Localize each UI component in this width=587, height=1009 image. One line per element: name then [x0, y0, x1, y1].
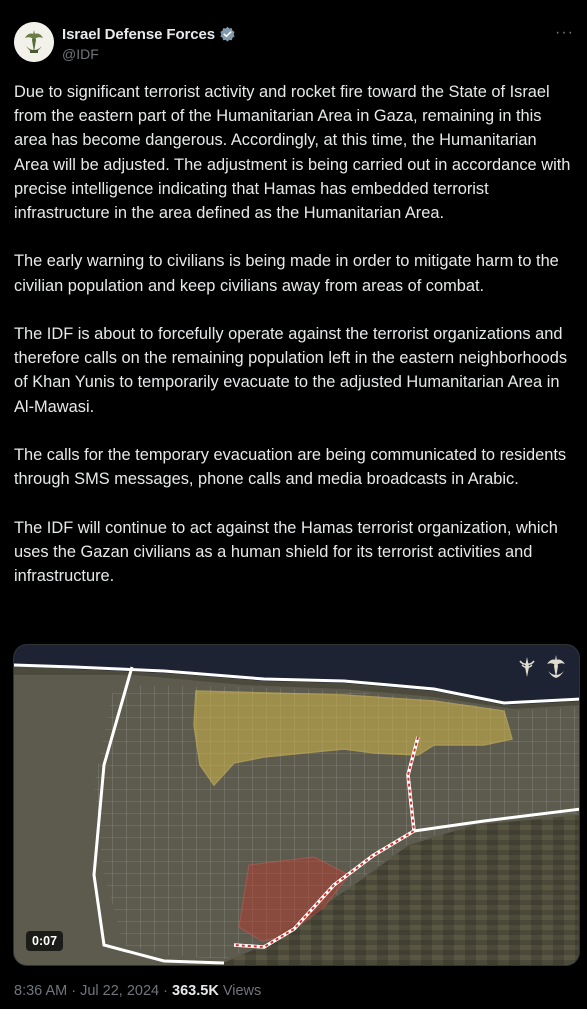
tweet-date[interactable]: Jul 22, 2024: [80, 983, 160, 999]
tweet-header: [14, 22, 574, 64]
idf-spokesperson-icon: [517, 655, 537, 679]
more-options-icon[interactable]: ···: [555, 24, 574, 41]
tweet-metadata: [14, 983, 261, 999]
name-row: [62, 26, 236, 43]
tweet-text: [14, 80, 574, 588]
meta-separator: ·: [163, 983, 168, 999]
evacuation-map: [14, 645, 580, 966]
tweet-paragraph-4: The calls for the temporary evacuation are being communicated to residents through SMS messages, phone calls and media broadcasts in Arabic.: [14, 446, 567, 489]
idf-emblem-icon: [14, 22, 54, 62]
tweet-time[interactable]: 8:36 AM: [14, 983, 68, 999]
views-label: Views: [222, 983, 262, 999]
idf-emblem-icon: [543, 653, 569, 681]
verified-badge-icon: [219, 26, 236, 43]
tweet-paragraph-1: Due to significant terrorist activity and rocket fire toward the State of Israel from the eastern part of the Humanitarian Area in Gaza, remaining in this area has become dangerous. Accordingly, at this time, the Humanitarian Area will be adjusted. The adjustment is being carried out in accordance with precise intelligence indicating that Hamas has embedded terrorist infrastructure in the area defined as the Humanitarian Area.: [14, 83, 571, 223]
media-logos: [517, 653, 569, 681]
meta-separator: ·: [71, 983, 77, 999]
tweet-paragraph-5: The IDF will continue to act against the Hamas terrorist organization, which uses the Gazan civilians as a human shield for its terrorist activities and infrastructure.: [14, 518, 558, 585]
video-player[interactable]: [13, 644, 580, 966]
tweet-paragraph-2: The early warning to civilians is being made in order to mitigate harm to the civilian population and keep civilians away from areas of combat.: [14, 252, 559, 295]
tweet-paragraph-3: The IDF is about to forcefully operate against the terrorist organizations and therefore calls on the remaining population left in the eastern neighborhoods of Khan Yunis to temporarily evacuate to the adjusted Humanitarian Area in Al-Mawasi.: [14, 325, 568, 416]
avatar[interactable]: [14, 22, 54, 62]
user-handle[interactable]: @IDF: [62, 46, 99, 62]
video-duration-badge: 0:07: [26, 931, 63, 951]
display-name[interactable]: Israel Defense Forces: [62, 26, 215, 43]
views-count[interactable]: 363.5K: [172, 983, 219, 999]
